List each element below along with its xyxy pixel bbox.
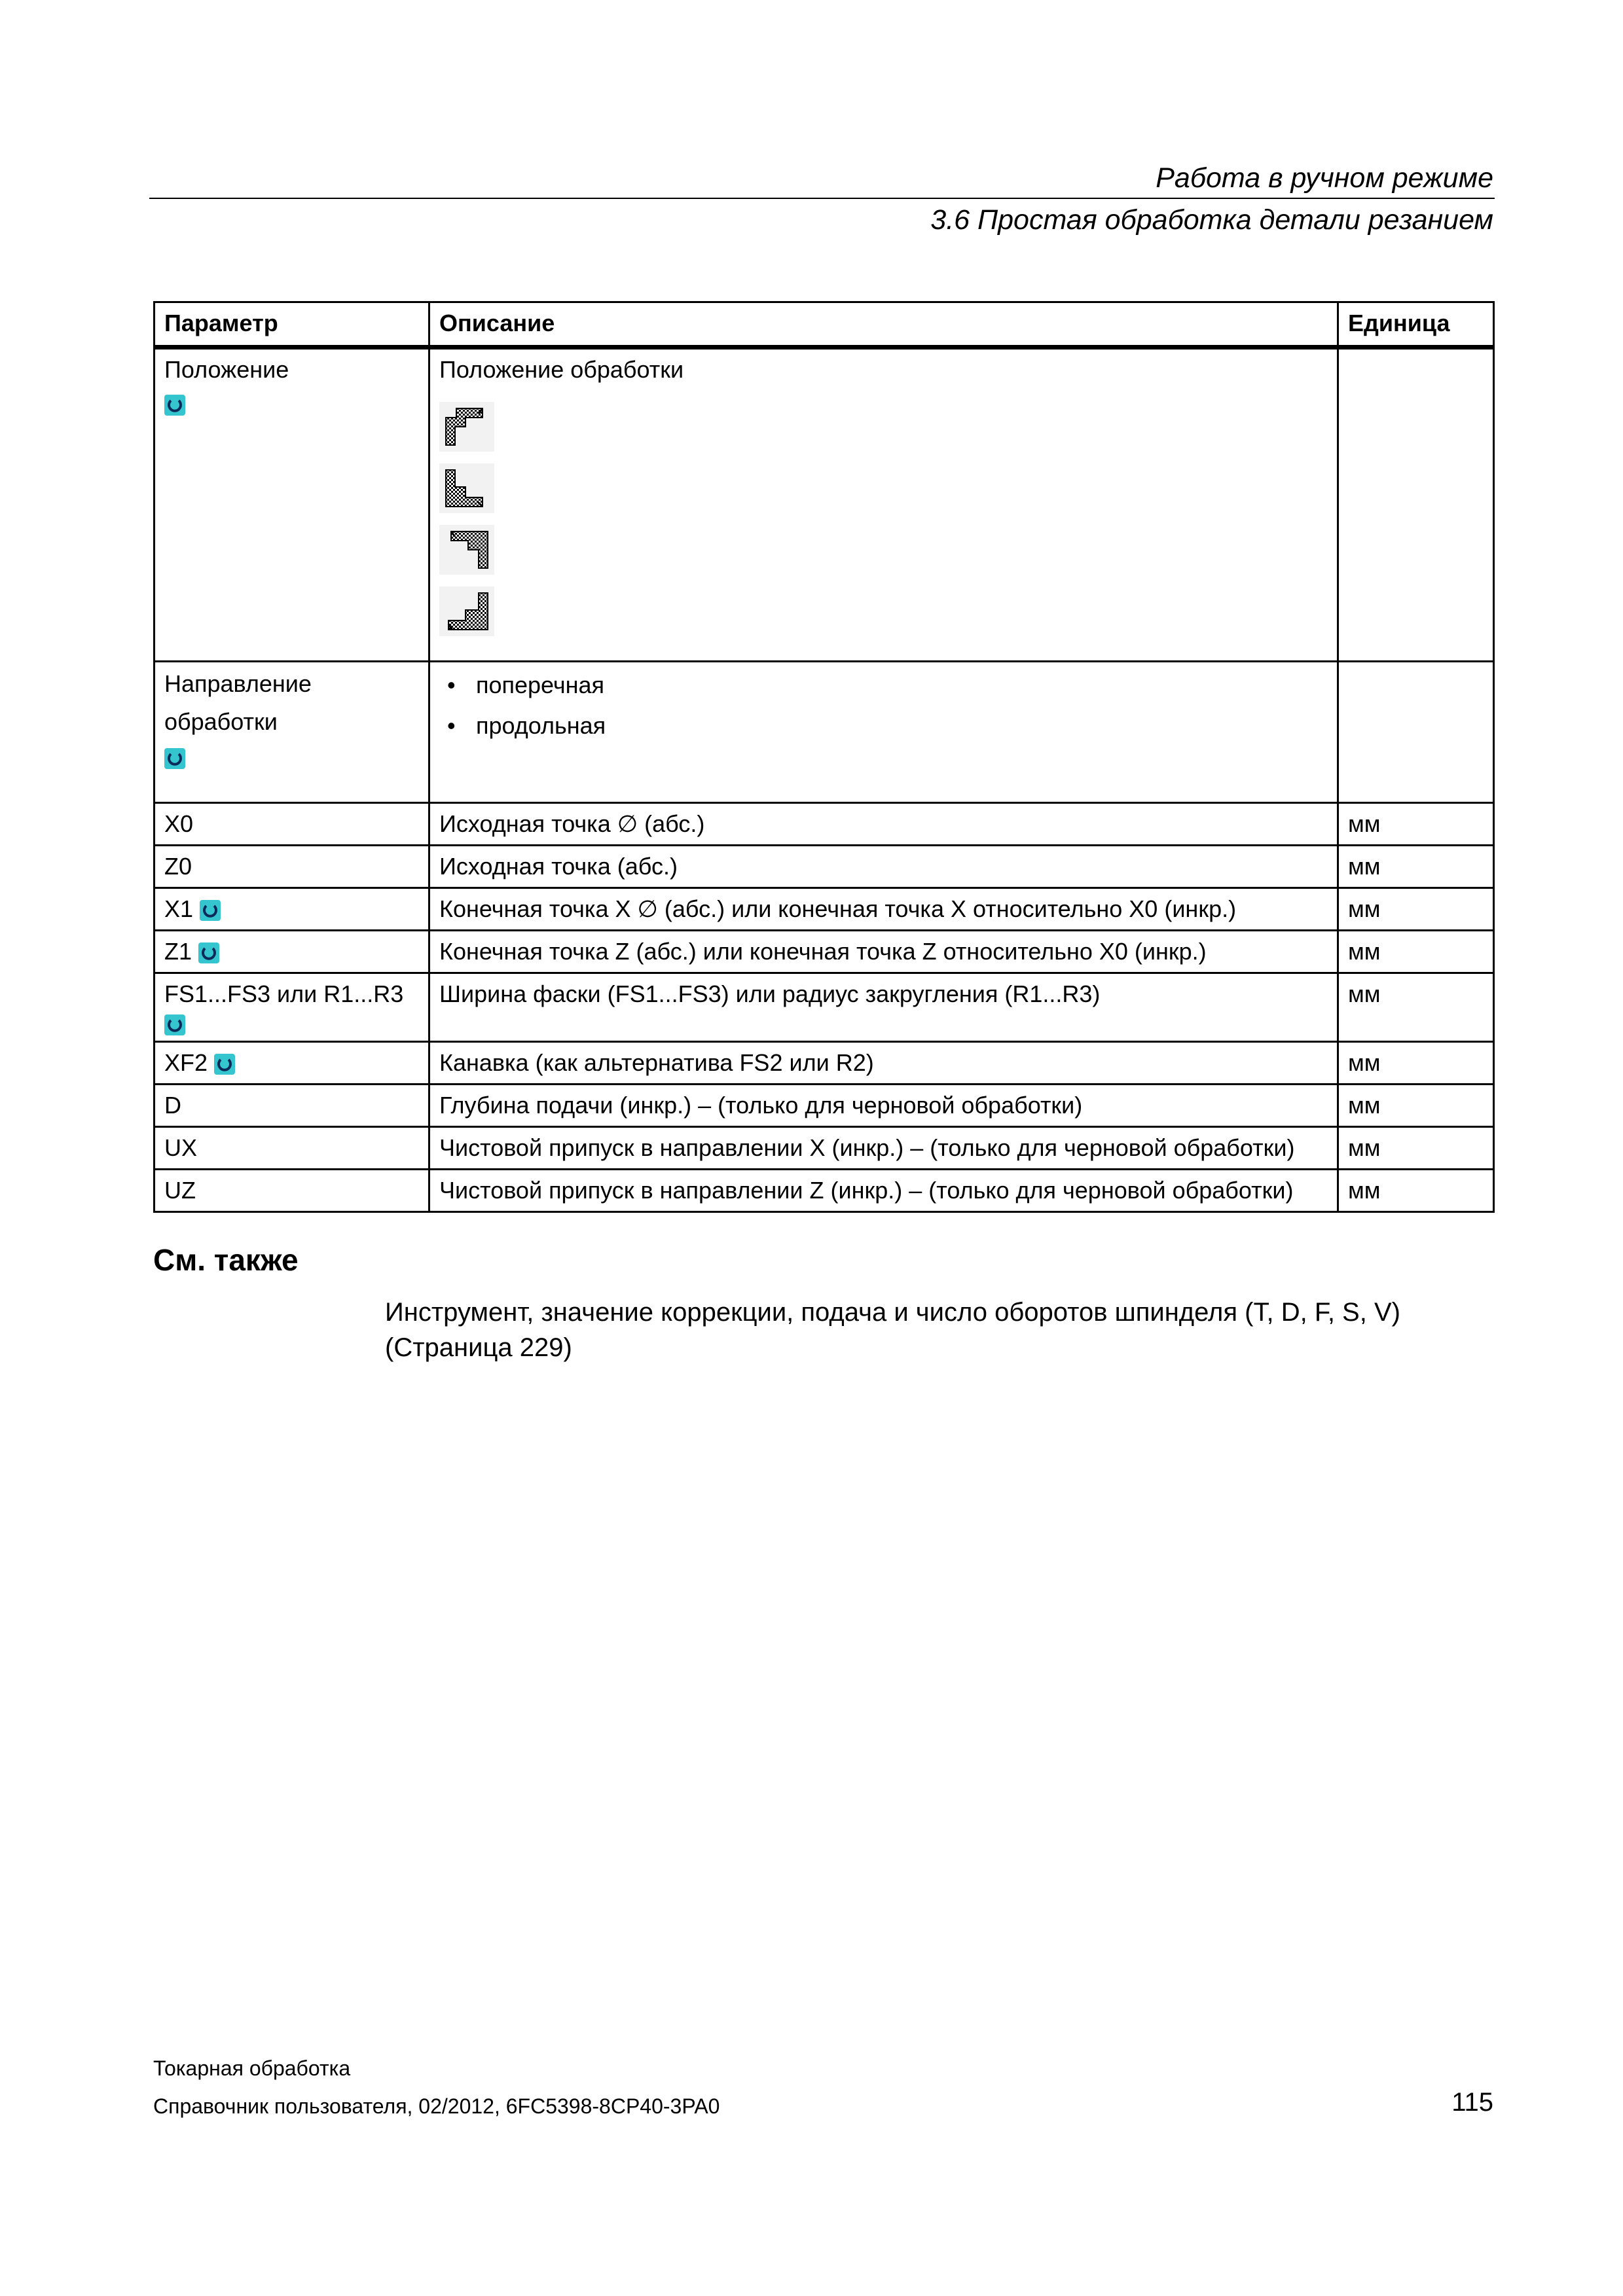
desc-cell: Конечная точка X ∅ (абс.) или конечная точка X относительно X0 (инкр.) — [429, 888, 1338, 931]
unit-cell: мм — [1338, 888, 1494, 931]
toggle-line — [164, 1012, 420, 1038]
select-toggle-icon[interactable] — [214, 1054, 235, 1075]
position-top-left-icon[interactable] — [439, 402, 494, 452]
position-bottom-right-icon[interactable] — [439, 586, 494, 636]
table-row — [155, 1127, 1494, 1170]
desc-text: Положение обработки — [439, 356, 684, 383]
param-label: Положение — [164, 356, 289, 383]
select-toggle-icon[interactable] — [164, 395, 185, 416]
param-cell — [155, 348, 429, 662]
unit-cell: мм — [1338, 931, 1494, 973]
header-rule — [149, 198, 1495, 199]
table-row — [155, 1085, 1494, 1127]
unit-cell: мм — [1338, 803, 1494, 846]
page-number: 115 — [1451, 2088, 1493, 2117]
param-cell — [155, 888, 429, 931]
desc-cell: Исходная точка (абс.) — [429, 846, 1338, 888]
unit-cell — [1338, 348, 1494, 662]
table-row — [155, 973, 1494, 1042]
param-cell: UX — [155, 1127, 429, 1170]
see-also-link[interactable]: Инструмент, значение коррекции, подача и число оборотов шпинделя (T, D, F, S, V) (Страница 229) — [385, 1298, 1400, 1362]
select-toggle-icon[interactable] — [164, 1014, 185, 1035]
desc-cell: Исходная точка ∅ (абс.) — [429, 803, 1338, 846]
section-title: 3.6 Простая обработка детали резанием — [930, 204, 1493, 236]
table-header-row — [155, 302, 1494, 348]
unit-cell: мм — [1338, 1085, 1494, 1127]
list-item: • продольная — [439, 706, 1329, 746]
param-cell — [155, 1042, 429, 1085]
column-header-unit: Единица — [1338, 302, 1494, 348]
desc-cell: Конечная точка Z (абс.) или конечная точка Z относительно X0 (инкр.) — [429, 931, 1338, 973]
table-row — [155, 803, 1494, 846]
unit-cell: мм — [1338, 973, 1494, 1042]
table-row — [155, 1170, 1494, 1212]
param-label: Направление обработки — [164, 670, 312, 735]
column-header-parameter: Параметр — [155, 302, 429, 348]
desc-cell — [429, 348, 1338, 662]
table-row — [155, 846, 1494, 888]
direction-options — [439, 665, 1329, 746]
table-row-position — [155, 348, 1494, 662]
table-row — [155, 931, 1494, 973]
unit-cell: мм — [1338, 846, 1494, 888]
param-cell — [155, 662, 429, 803]
select-toggle-icon[interactable] — [200, 900, 221, 921]
position-top-right-icon[interactable] — [439, 525, 494, 575]
param-label: X1 — [164, 895, 194, 922]
unit-cell: мм — [1338, 1127, 1494, 1170]
list-item: • поперечная — [439, 665, 1329, 706]
select-toggle-icon[interactable] — [164, 748, 185, 769]
machining-position-icons — [439, 402, 1329, 636]
param-cell: UZ — [155, 1170, 429, 1212]
select-toggle-icon[interactable] — [198, 942, 219, 963]
unit-cell: мм — [1338, 1170, 1494, 1212]
see-also-heading: См. также — [153, 1243, 299, 1277]
param-label: XF2 — [164, 1049, 208, 1076]
column-header-description: Описание — [429, 302, 1338, 348]
footer-manual-info: Справочник пользователя, 02/2012, 6FC5398-8CP40-3PA0 — [153, 2094, 720, 2118]
table-row-direction — [155, 662, 1494, 803]
unit-cell — [1338, 662, 1494, 803]
unit-cell: мм — [1338, 1042, 1494, 1085]
toggle-line — [164, 387, 420, 423]
desc-cell — [429, 662, 1338, 803]
desc-cell: Глубина подачи (инкр.) – (только для черновой обработки) — [429, 1085, 1338, 1127]
footer-product: Токарная обработка — [153, 2056, 351, 2080]
table-row — [155, 1042, 1494, 1085]
desc-cell: Чистовой припуск в направлении Z (инкр.) – (только для черновой обработки) — [429, 1170, 1338, 1212]
param-cell — [155, 973, 429, 1042]
table-row — [155, 888, 1494, 931]
param-cell: X0 — [155, 803, 429, 846]
desc-cell: Канавка (как альтернатива FS2 или R2) — [429, 1042, 1338, 1085]
desc-cell: Чистовой припуск в направлении X (инкр.) – (только для черновой обработки) — [429, 1127, 1338, 1170]
param-label: Z1 — [164, 938, 192, 965]
param-label: FS1...FS3 или R1...R3 — [164, 980, 404, 1007]
chapter-title: Работа в ручном режиме — [1156, 162, 1493, 194]
toggle-line — [164, 741, 420, 776]
param-cell: Z0 — [155, 846, 429, 888]
desc-cell: Ширина фаски (FS1...FS3) или радиус закругления (R1...R3) — [429, 973, 1338, 1042]
position-bottom-left-icon[interactable] — [439, 463, 494, 513]
parameter-table — [153, 301, 1495, 1213]
param-cell — [155, 931, 429, 973]
param-cell: D — [155, 1085, 429, 1127]
